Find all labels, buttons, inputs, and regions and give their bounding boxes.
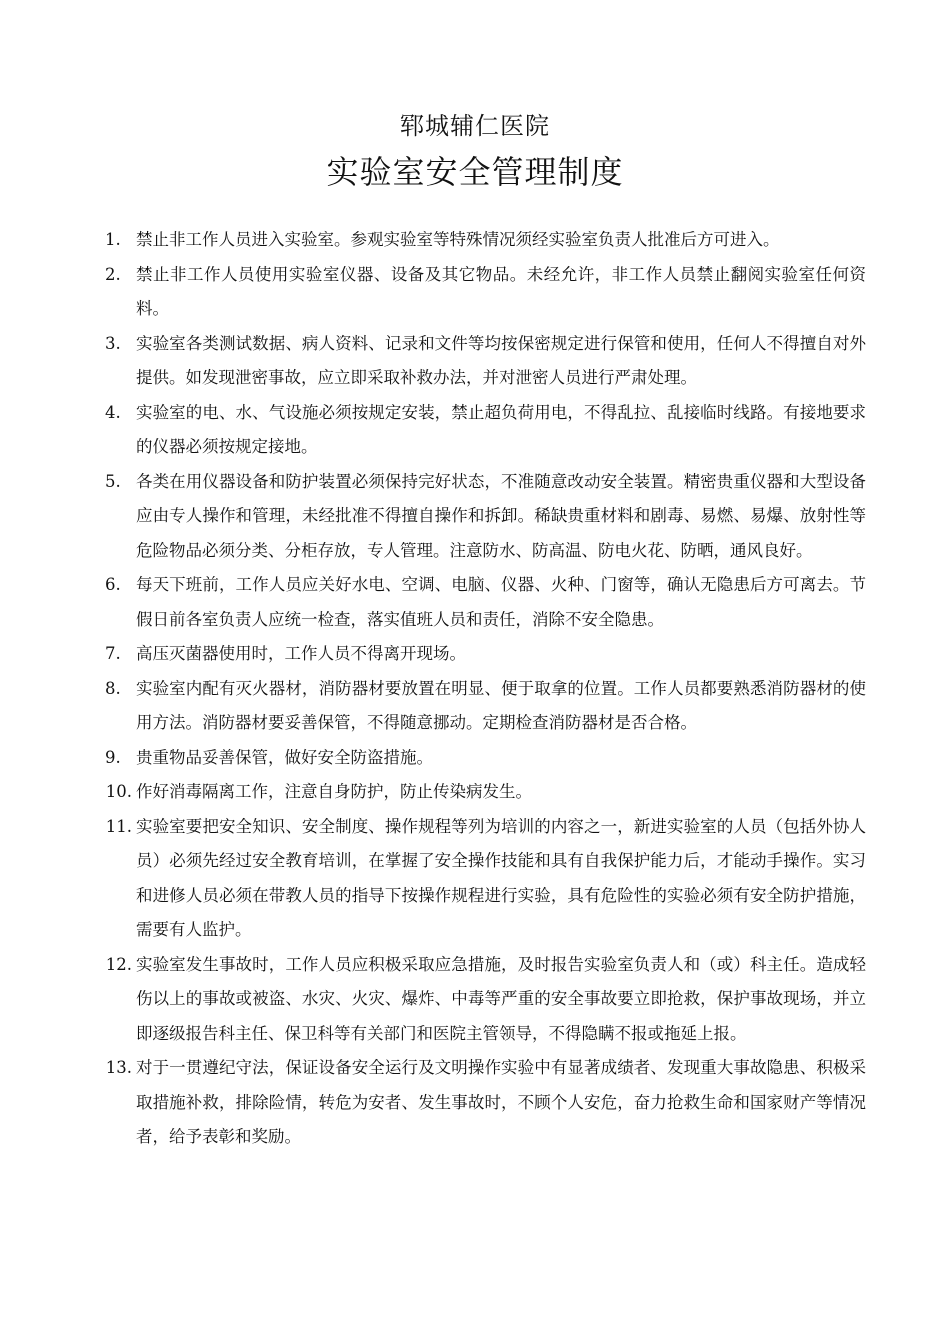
- rule-item: [96, 568, 866, 637]
- rules-list: [96, 223, 866, 1155]
- rule-item: [96, 637, 866, 672]
- rule-number: 6.: [105, 575, 121, 594]
- rule-number: 4.: [105, 402, 121, 422]
- rule-item: [96, 258, 866, 327]
- rule-item: [96, 327, 866, 396]
- rule-number: 13.: [105, 1058, 132, 1077]
- rule-item: [96, 223, 866, 258]
- document-title: 实验室安全管理制度: [326, 153, 624, 191]
- rule-number: 3.: [105, 333, 121, 353]
- rule-item: [96, 465, 866, 569]
- rule-text: 禁止非工作人员使用实验室仪器、设备及其它物品。未经允许，非工作人员禁止翻阅实验室任何资料。: [136, 264, 866, 318]
- rule-text: 实验室各类测试数据、病人资料、记录和文件等均按保密规定进行保管和使用，任何人不得擅自对外提供。如发现泄密事故，应立即采取补救办法，并对泄密人员进行严肃处理。: [136, 333, 866, 387]
- rule-text: 禁止非工作人员进入实验室。参观实验室等特殊情况须经实验室负责人批准后方可进入。: [136, 230, 780, 249]
- rule-text: 作好消毒隔离工作，注意自身防护，防止传染病发生。: [136, 782, 532, 801]
- rule-number: 8.: [105, 678, 121, 698]
- rule-item: [96, 396, 866, 465]
- rule-text: 实验室的电、水、气设施必须按规定安装，禁止超负荷用电，不得乱拉、乱接临时线路。有接地要求的仪器必须按规定接地。: [136, 402, 866, 456]
- rule-text: 高压灭菌器使用时，工作人员不得离开现场。: [136, 644, 466, 663]
- rule-number: 11.: [105, 816, 132, 836]
- rule-item: [96, 810, 866, 948]
- rule-text: 实验室发生事故时，工作人员应积极采取应急措施，及时报告实验室负责人和（或）科主任。造成轻伤以上的事故或被盗、水灾、火灾、爆炸、中毒等严重的安全事故要立即抢救，保护事故现场，并立即逐级报告科主任、保卫科等有关部门和医院主管领导，不得隐瞒不报或拖延上报。: [136, 954, 866, 1043]
- hospital-name: 郓城辅仁医院: [400, 112, 550, 140]
- rule-text: 实验室要把安全知识、安全制度、操作规程等列为培训的内容之一，新进实验室的人员（包括外协人员）必须先经过安全教育培训，在掌握了安全操作技能和具有自我保护能力后，才能动手操作。实习和进修人员必须在带教人员的指导下按操作规程进行实验，具有危险性的实验必须有安全防护措施，需要有人监护。: [136, 816, 866, 939]
- rule-number: 7.: [105, 644, 121, 663]
- rule-number: 2.: [105, 264, 121, 284]
- rule-number: 9.: [105, 747, 121, 767]
- rule-number: 1.: [105, 230, 121, 249]
- rule-text: 对于一贯遵纪守法，保证设备安全运行及文明操作实验中有显著成绩者、发现重大事故隐患、积极采取措施补救，排除险情，转危为安者、发生事故时，不顾个人安危，奋力抢救生命和国家财产等情况者，给予表彰和奖励。: [136, 1058, 866, 1146]
- rule-number: 10.: [105, 782, 132, 801]
- rule-text: 实验室内配有灭火器材，消防器材要放置在明显、便于取拿的位置。工作人员都要熟悉消防器材的使用方法。消防器材要妥善保管，不得随意挪动。定期检查消防器材是否合格。: [136, 678, 866, 732]
- rule-item: [96, 741, 866, 776]
- rule-number: 12.: [105, 954, 132, 974]
- rule-item: [96, 1051, 866, 1155]
- rule-text: 各类在用仪器设备和防护装置必须保持完好状态，不准随意改动安全装置。精密贵重仪器和大型设备应由专人操作和管理，未经批准不得擅自操作和拆卸。稀缺贵重材料和剧毒、易燃、易爆、放射性等危险物品必须分类、分柜存放，专人管理。注意防水、防高温、防电火花、防晒，通风良好。: [136, 471, 866, 560]
- rule-item: [96, 672, 866, 741]
- rule-item: [96, 948, 866, 1052]
- rule-number: 5.: [105, 471, 121, 491]
- rule-item: [96, 775, 866, 810]
- rule-text: 每天下班前，工作人员应关好水电、空调、电脑、仪器、火种、门窗等，确认无隐患后方可离去。节假日前各室负责人应统一检查，落实值班人员和责任，消除不安全隐患。: [136, 575, 866, 629]
- rule-text: 贵重物品妥善保管，做好安全防盗措施。: [136, 747, 433, 767]
